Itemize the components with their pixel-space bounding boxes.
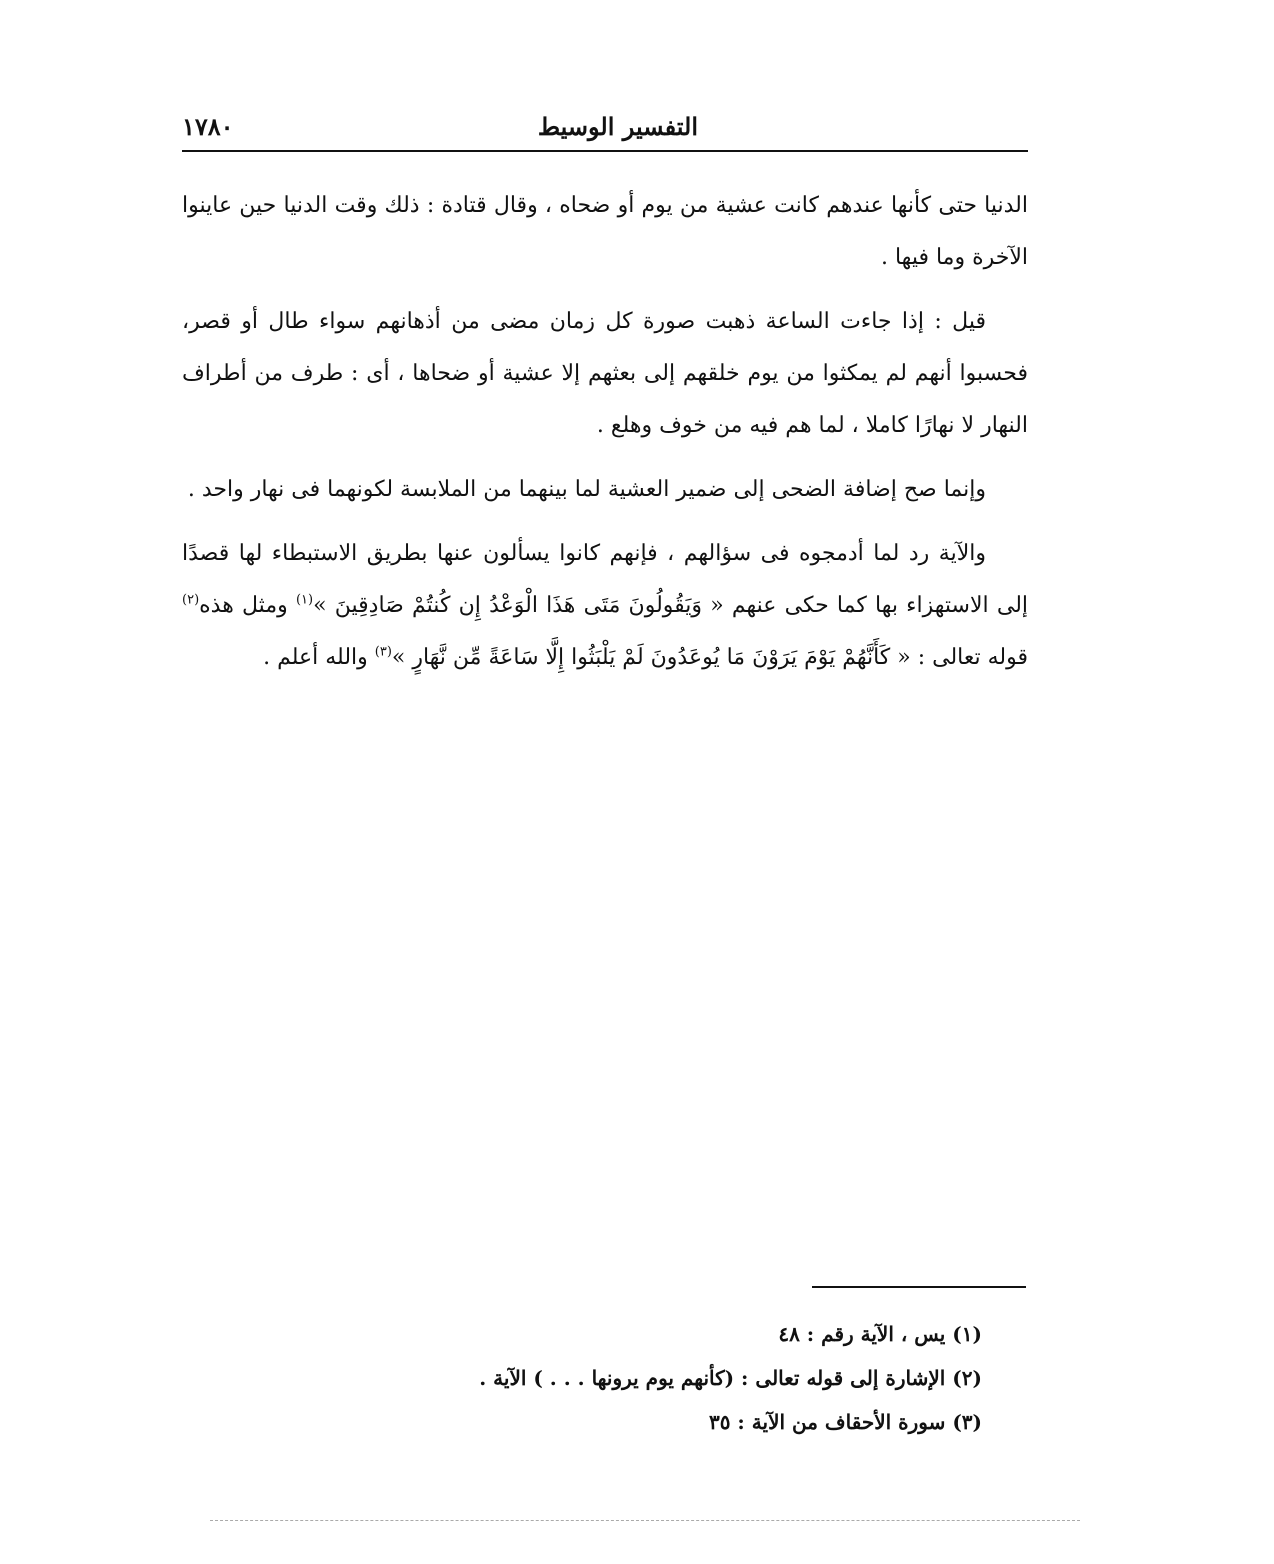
footnote-ref: (١): [295, 592, 314, 608]
page-header: [182, 108, 1028, 148]
footnote-separator: [812, 1286, 1026, 1288]
page-number: ١٧٨٠: [182, 112, 234, 141]
header-rule: [182, 150, 1028, 152]
scan-bottom-line: [210, 1520, 1080, 1521]
running-title: التفسير الوسيط: [537, 112, 698, 141]
paragraph-text: والله أعلم .: [263, 645, 375, 670]
paragraph: وإنما صح إضافة الضحى إلى ضمير العشية لما بينهما من الملابسة لكونهما فى نهار واحد .: [187, 477, 986, 502]
main-text: [182, 180, 1028, 696]
paragraph: الدنيا حتى كأنها عندهم كانت عشية من يوم أو ضحاه ، وقال قتادة : ذلك وقت الدنيا حين عاينوا الآخرة وما فيها .: [182, 193, 1028, 270]
footnote: (١) يس ، الآية رقم : ٤٨: [778, 1322, 982, 1346]
footnote: (٣) سورة الأحقاف من الآية : ٣٥: [708, 1410, 982, 1434]
paragraph: قيل : إذا جاءت الساعة ذهبت صورة كل زمان مضى من أذهانهم سواء طال أو قصر، فحسبوا أنهم لم يمكثوا من يوم خلقهم إلى بعثهم إلا عشية أو ضحاها ، أى : طرف من أطراف النهار لا نهارًا كاملا ، لما هم فيه من خوف وهلع .: [182, 309, 1029, 438]
footnote: (٢) الإشارة إلى قوله تعالى : (كأنهم يوم يرونها . . . ) الآية .: [479, 1366, 982, 1390]
footnote-ref: (٢): [182, 592, 200, 608]
footnote-ref: (٣): [374, 644, 392, 660]
paragraph-text: قوله تعالى : « كَأَنَّهُمْ يَوْمَ يَرَوْنَ مَا يُوعَدُونَ لَمْ يَلْبَثُوا إِلَّا سَاعَةً مِّن نَّهَارٍ »: [391, 645, 1028, 670]
paragraph-with-references: [182, 528, 1028, 684]
paragraph-text: ومثل هذه: [199, 593, 296, 618]
paragraph-text: والآية رد لما أدمجوه فى سؤالهم ، فإنهم كانوا يسألون عنها بطريق الاستبطاء لها قصدًا إلى الاستهزاء بها كما حكى عنهم « وَيَقُولُونَ مَتَى هَذَا الْوَعْدُ إِن كُنتُمْ صَادِقِينَ »: [182, 541, 1029, 618]
footnotes: [182, 1312, 982, 1444]
